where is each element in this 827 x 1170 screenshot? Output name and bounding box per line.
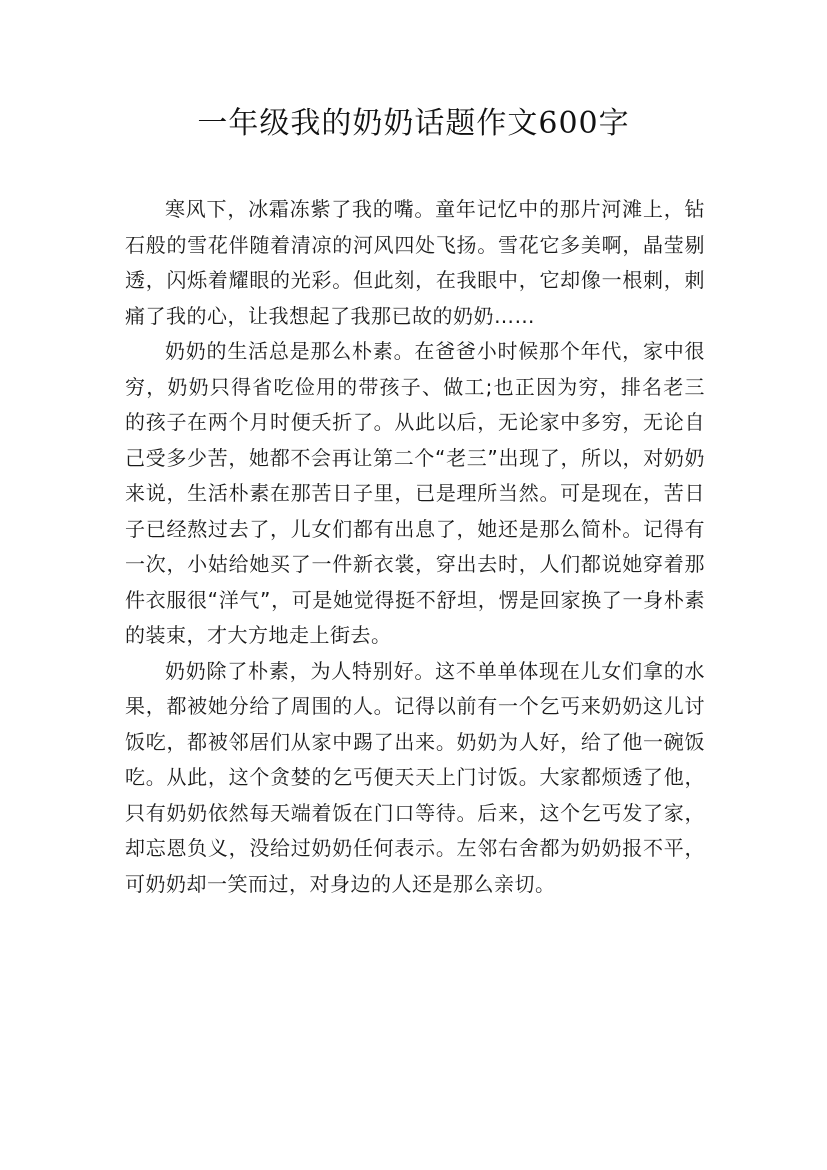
paragraph-3: 奶奶除了朴素，为人特别好。这不单单体现在儿女们拿的水果，都被她分给了周围的人。记得以前有一个乞丐来奶奶这儿讨饭吃，都被邻居们从家中踢了出来。奶奶为人好，给了他一碗饭吃。从此，这个贪婪的乞丐便天天上门讨饭。大家都烦透了他，只有奶奶依然每天端着饭在门口等待。后来，这个乞丐发了家，却忘恩负义，没给过奶奶任何表示。左邻右舍都为奶奶报不平，可奶奶却一笑而过，对身边的人还是那么亲切。 [125,658,705,896]
paragraph-2: 奶奶的生活总是那么朴素。在爸爸小时候那个年代，家中很穷，奶奶只得省吃俭用的带孩子、做工;也正因为穷，排名老三的孩子在两个月时便夭折了。从此以后，无论家中多穷，无论自己受多少苦，她都不会再让第二个“老三”出现了，所以，对奶奶来说，生活朴素在那苦日子里，已是理所当然。可是现在，苦日子已经熬过去了，儿女们都有出息了，她还是那么简朴。记得有一次，小姑给她买了一件新衣裳，穿出去时，人们都说她穿着那件衣服很“洋气”，可是她觉得挺不舒坦，愣是回家换了一身朴素的装束，才大方地走上街去。 [125,339,705,647]
paragraph-1: 寒风下，冰霜冻紫了我的嘴。童年记忆中的那片河滩上，钻石般的雪花伴随着清凉的河风四处飞扬。雪花它多美啊，晶莹剔透，闪烁着耀眼的光彩。但此刻，在我眼中，它却像一根刺，刺痛了我的心，让我想起了我那已故的奶奶…… [125,197,705,328]
essay-body [125,192,705,902]
document-title: 一年级我的奶奶话题作文600字 [197,106,630,141]
